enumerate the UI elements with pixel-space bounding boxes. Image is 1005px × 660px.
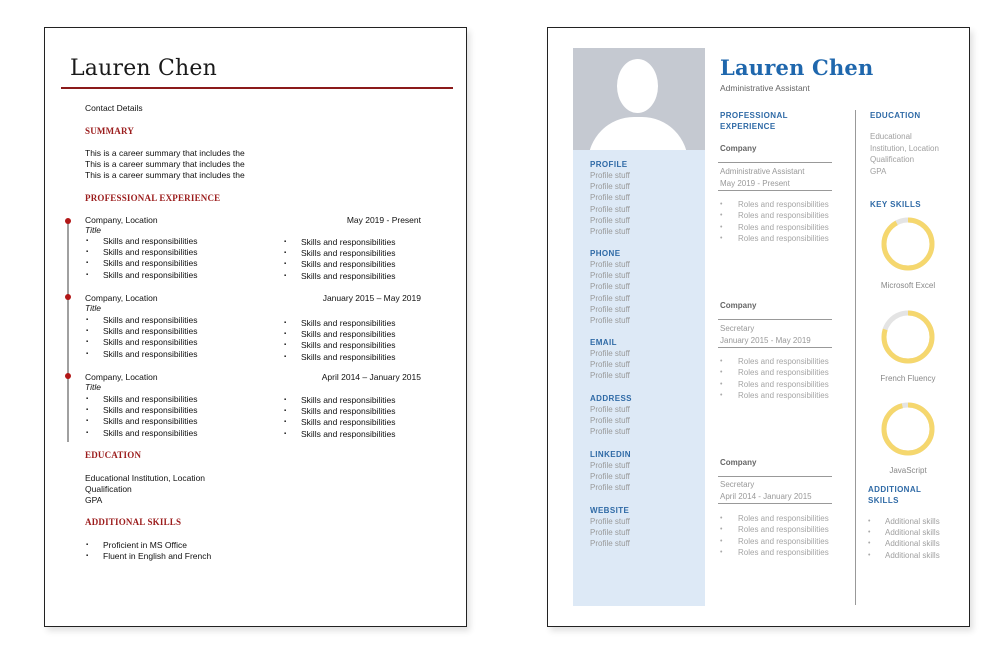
sidebar-value: Profile stuff [590,316,630,326]
education-heading: EDUCATION [85,450,142,460]
progress-ring-icon [880,401,936,457]
list-item: • Roles and responsibilities [720,524,830,535]
skill-label: French Fluency [880,374,936,383]
education-line: Educational [870,132,912,141]
list-item: ▪ Skills and responsibilities [85,394,198,405]
header-divider [61,87,453,89]
job-skills-right [283,395,396,440]
summary-line: This is a career summary that includes the [85,159,245,169]
sidebar-section-phone [590,249,630,326]
sidebar-value: Profile stuff [590,304,630,314]
sidebar-value: Profile stuff [590,260,630,269]
divider [718,347,832,348]
sidebar-value: Profile stuff [590,182,630,192]
sidebar-value: Profile stuff [590,349,630,358]
contact-details: Contact Details [85,103,143,113]
sidebar-heading: ADDRESS [590,394,632,403]
sidebar-value: Profile stuff [590,528,630,538]
list-item: ▪ Skills and responsibilities [85,315,198,326]
education-line: Institution, Location [870,143,939,153]
sidebar-section-email [590,338,630,382]
sidebar-value: Profile stuff [590,282,630,292]
list-item: ▪ Fluent in English and French [85,551,211,562]
job-roles-list [720,513,830,558]
list-item: • Roles and responsibilities [720,379,830,390]
list-item: ▪ Skills and responsibilities [283,406,396,417]
sidebar-section-address [590,394,632,438]
summary-line: This is a career summary that includes the [85,148,245,158]
list-item: • Roles and responsibilities [720,536,830,547]
job-dates: April 2014 - January 2015 [720,491,812,501]
job-skills-left [85,315,198,360]
list-item: ▪ Skills and responsibilities [85,326,198,337]
sidebar-value: Profile stuff [590,416,630,426]
experience-heading: PROFESSIONAL EXPERIENCE [85,193,221,203]
job-skills-left [85,236,198,281]
skill-label: Microsoft Excel [880,281,936,290]
list-item: • Additional skills [868,550,940,561]
job-company: Company [720,301,757,310]
heading-line: ADDITIONAL [868,485,922,494]
divider [718,476,832,477]
job-dates: April 2014 – January 2015 [321,372,421,382]
job-dates: January 2015 - May 2019 [720,335,811,345]
education-details [85,473,205,506]
list-item: ▪ Skills and responsibilities [283,329,396,340]
list-item: • Roles and responsibilities [720,233,830,244]
education-line: Qualification [85,484,132,494]
list-item: ▪ Skills and responsibilities [283,237,396,248]
contact-sidebar [573,150,705,606]
job-skills-right [283,318,396,363]
list-item: • Roles and responsibilities [720,356,830,367]
list-item: ▪ Proficient in MS Office [85,540,211,551]
list-item: • Roles and responsibilities [720,547,830,558]
summary-line: This is a career summary that includes the [85,170,245,180]
divider [718,190,832,191]
divider [718,319,832,320]
divider [718,503,832,504]
divider [718,162,832,163]
list-item: ▪ Skills and responsibilities [283,259,396,270]
sidebar-value: Profile stuff [590,472,630,482]
list-item: ▪ Skills and responsibilities [283,248,396,259]
list-item: • Additional skills [868,516,940,527]
list-item: • Additional skills [868,527,940,538]
list-item: • Additional skills [868,538,940,549]
job-company: Company, Location [85,293,158,303]
list-item: • Roles and responsibilities [720,390,830,401]
sidebar-value: Profile stuff [590,193,630,203]
avatar-body-shape [588,117,688,150]
job-role: Secretary [720,480,755,489]
job-title: Title [85,382,101,392]
list-item: ▪ Skills and responsibilities [283,271,396,282]
sidebar-value: Profile stuff [590,427,630,437]
sidebar-heading: PROFILE [590,160,628,169]
job-roles-list [720,356,830,401]
experience-heading [720,110,788,132]
resume-template-classic[interactable] [44,27,467,627]
candidate-name: Lauren Chen [70,56,217,81]
sidebar-value: Profile stuff [590,215,630,225]
list-item: • Roles and responsibilities [720,513,830,524]
skill-ring-french [870,309,946,383]
job-meta [720,479,812,502]
education-line: GPA [85,495,103,505]
heading-line: EXPERIENCE [720,122,776,131]
heading-line: PROFESSIONAL [720,111,788,120]
job-company: Company [720,458,757,467]
timeline-dot [65,373,71,379]
list-item: ▪ Skills and responsibilities [85,247,198,258]
job-company: Company [720,144,757,153]
list-item: • Roles and responsibilities [720,222,830,233]
job-title: Title [85,303,101,313]
list-item: ▪ Skills and responsibilities [283,417,396,428]
person-placeholder-icon [573,48,705,150]
sidebar-value: Profile stuff [590,204,630,214]
list-item: ▪ Skills and responsibilities [283,318,396,329]
job-meta [720,166,804,189]
sidebar-value: Profile stuff [590,227,630,237]
sidebar-section-website [590,506,630,550]
education-line: Educational Institution, Location [85,473,206,483]
sidebar-heading: LINKEDIN [590,450,631,459]
additional-skills-list [85,540,211,562]
list-item: ▪ Skills and responsibilities [85,236,198,247]
job-role: Administrative Assistant [720,167,805,176]
list-item: ▪ Skills and responsibilities [85,270,198,281]
job-dates: May 2019 - Present [346,215,421,225]
list-item: ▪ Skills and responsibilities [85,416,198,427]
sidebar-value: Profile stuff [590,171,630,180]
sidebar-value: Profile stuff [590,293,630,303]
skill-ring-excel [870,216,946,290]
avatar-head-shape [617,59,658,113]
job-dates: January 2015 – May 2019 [322,293,421,303]
timeline-dot [65,294,71,300]
sidebar-value: Profile stuff [590,517,630,526]
summary-text [85,148,245,181]
progress-ring-icon [880,216,936,272]
job-company: Company, Location [85,372,158,382]
job-skills-right [283,237,396,282]
list-item: ▪ Skills and responsibilities [283,395,396,406]
job-dates: May 2019 - Present [720,178,790,188]
list-item: ▪ Skills and responsibilities [85,349,198,360]
job-company: Company, Location [85,215,158,225]
list-item: ▪ Skills and responsibilities [283,340,396,351]
sidebar-value: Profile stuff [590,483,630,493]
list-item: • Roles and responsibilities [720,210,830,221]
sidebar-value: Profile stuff [590,461,630,470]
education-line: GPA [870,166,887,176]
sidebar-value: Profile stuff [590,405,630,414]
sidebar-heading: PHONE [590,249,621,258]
timeline-dot [65,218,71,224]
list-item: ▪ Skills and responsibilities [85,337,198,348]
job-meta [720,323,811,346]
skill-ring-javascript [870,401,946,475]
sidebar-section-profile [590,160,630,237]
timeline-line [67,221,69,442]
sidebar-value: Profile stuff [590,539,630,549]
education-details [870,131,939,177]
job-roles-list [720,199,830,244]
sidebar-value: Profile stuff [590,371,630,381]
list-item: ▪ Skills and responsibilities [85,405,198,416]
progress-ring-icon [880,309,936,365]
list-item: ▪ Skills and responsibilities [283,352,396,363]
job-role: Secretary [720,324,755,333]
key-skills-heading: KEY SKILLS [870,200,921,209]
sidebar-heading: WEBSITE [590,506,630,515]
additional-skills-heading: ADDITIONAL SKILLS [85,517,182,527]
additional-skills-heading [868,484,921,506]
sidebar-heading: EMAIL [590,338,617,347]
sidebar-value: Profile stuff [590,360,630,370]
list-item: ▪ Skills and responsibilities [85,258,198,269]
heading-line: SKILLS [868,496,899,505]
job-skills-left [85,394,198,439]
list-item: ▪ Skills and responsibilities [283,429,396,440]
resume-template-modern[interactable] [547,27,970,627]
additional-skills-list [868,516,940,561]
list-item: ▪ Skills and responsibilities [85,428,198,439]
list-item: • Roles and responsibilities [720,367,830,378]
education-heading: EDUCATION [870,111,921,120]
sidebar-section-linkedin [590,450,631,494]
candidate-name: Lauren Chen [720,55,874,80]
job-title: Title [85,225,101,235]
skill-label: JavaScript [889,466,927,475]
list-item: • Roles and responsibilities [720,199,830,210]
education-line: Qualification [870,155,915,164]
summary-heading: SUMMARY [85,126,135,136]
column-divider [855,110,856,605]
sidebar-value: Profile stuff [590,271,630,281]
candidate-title: Administrative Assistant [720,83,810,93]
